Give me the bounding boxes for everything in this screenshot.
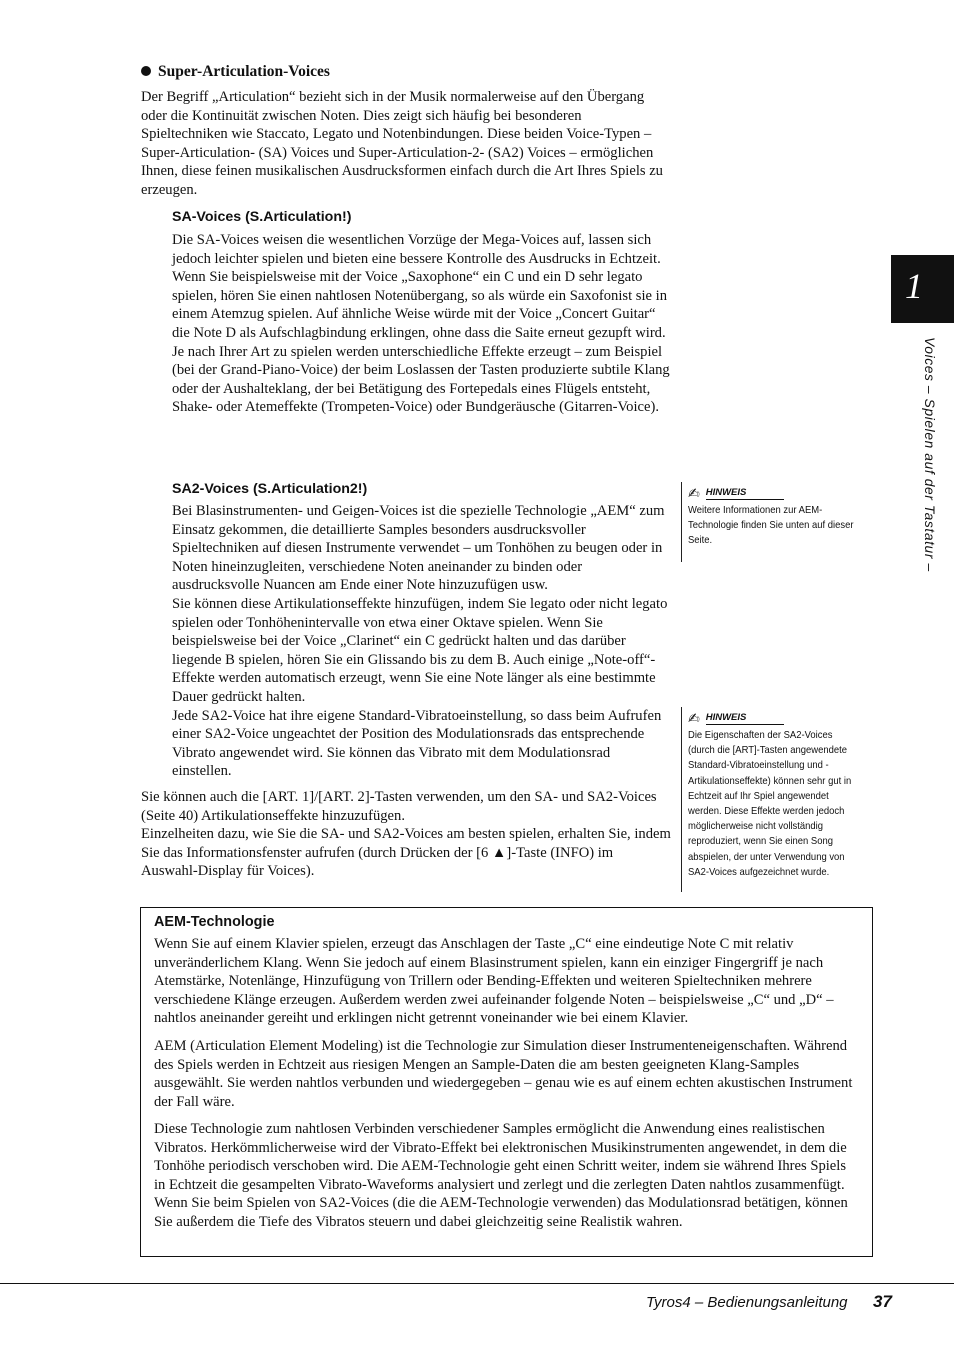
info-window-paragraph: Einzelheiten dazu, wie Sie die SA- und SA2-Voices am besten spielen, erhalten Sie, indem Sie das Informationsfenster aufrufen (durch Drücken der [6 ▲]-Taste (INFO) im Auswahl-Display für Voices).	[141, 826, 671, 880]
chapter-caption: Voices – Spielen auf der Tastatur –	[922, 337, 937, 572]
sa-voices-body	[172, 231, 672, 417]
chapter-number: 1	[905, 266, 923, 306]
pencil-icon: ✍	[688, 710, 700, 726]
aem-technology-box	[140, 907, 873, 1257]
note-header	[688, 482, 870, 500]
aem-paragraph-3: Diese Technologie zum nahtlosen Verbinden verschiedener Samples ermöglicht die Anwendung eines realistischen Vibratos. Herkömmlicherweise wird der Vibrato-Effekt bei elektronischen Musikinstrumenten angewendet, in dem die Tonhöhe periodisch verschoben wird. Die AEM-Technologie geht einen Schritt weiter, indem sie während Ihres Spiels in Echtzeit die gesampelten Vibrato-Waveforms analysiert und zerlegt und die zerlegten Daten nahtlos zusammenfügt. Wenn Sie beim Spielen von SA2-Voices (die die AEM-Technologie verwenden) das Modulationsrad betätigen, können Sie außerdem die Tiefe des Vibratos steuern und dabei gleichzeitig seine Realistik wahren.	[154, 1121, 848, 1230]
section-heading-text: Super-Articulation-Voices	[158, 63, 330, 80]
note-header	[688, 707, 870, 725]
note-label: HINWEIS	[706, 712, 784, 725]
footer-divider	[0, 1283, 954, 1284]
sa2-voices-body	[172, 502, 672, 781]
chapter-tab	[891, 255, 954, 323]
aem-paragraph-2: AEM (Articulation Element Modeling) ist die Technologie zur Simulation dieser Instrumenteneigenschaften. Während des Spiels werden in Echtzeit aus riesigen Mengen an Sample-Daten die am besten geeigneten Klang-Samples ausgewählt. Sie werden nahtlos verbunden und wiedergegeben – genau wie es auf einem echten akustischen Instrument der Fall wäre.	[154, 1038, 853, 1110]
sa-paragraph-3: Je nach Ihrer Art zu spielen werden unterschiedliche Effekte erzeugt – zum Beispiel (bei der Grand-Piano-Voice) der beim Loslassen der Tasten produzierte subtile Klang oder der Aushalteklang, der bei Betätigung des Fortepedals eines Flügels entsteht, Shake- oder Atemeffekte (Trompeten-Voice) oder Bundgeräusche (Gitarren-Voice).	[172, 343, 670, 416]
intro-paragraph: Der Begriff „Articulation“ bezieht sich in der Musik normalerweise auf den Übergang oder die Kontinuität zwischen Noten. Dies zeigt sich häufig bei besonderen Spieltechniken wie Staccato, Legato und Notenbindungen. Diese beiden Voice-Typen – Super-Articulation- (SA) Voices und Super-Articulation-2- (SA2) Voices – ermöglichen Ihnen, diese feinen musikalischen Ausdrucksformen einfach durch die Art Ihres Spiels zu erzeugen.	[141, 89, 663, 198]
sa-paragraph-2: Wenn Sie beispielsweise mit der Voice „Saxophone“ ein C und ein D sehr legato spielen, hören Sie einen nahtlosen Notenübergang, so als würde ein Saxofonist sie in einem Atemzug spielen. Auf ähnliche Weise würde mit der Voice „Concert Guitar“ die Note D als Aufschlagbindung erklingen, ohne dass die Saite erneut gezupft wird.	[172, 269, 668, 341]
aem-title: AEM-Technologie	[154, 914, 275, 930]
sa2-voices-heading: SA2-Voices (S.Articulation2!)	[172, 481, 368, 497]
closing-paragraphs	[141, 788, 671, 881]
sa2-paragraph-1: Bei Blasinstrumenten- und Geigen-Voices ist die spezielle Technologie „AEM“ zum Einsatz gekommen, die detaillierte Samples besonders ausdrucksvoller Spieltechniken auf diesen Instrumente verwendet – um Tonhöhen zu beugen oder in Noten hineinzugleiten, verschiedene Noten aneinander zu binden oder ausdrucksvolle Nuancen am Ende einer Note hinzuzufügen usw.	[172, 503, 665, 594]
page-number: 37	[873, 1292, 892, 1311]
sa-paragraph-1: Die SA-Voices weisen die wesentlichen Vorzüge der Mega-Voices auf, lassen sich jedoch leichter spielen und bieten eine bessere Kontrolle des Ausdrucks in Echtzeit.	[172, 232, 661, 267]
note-box	[681, 482, 870, 562]
footer-manual-title: Tyros4 – Bedienungsanleitung	[646, 1294, 848, 1311]
section-heading	[141, 63, 330, 81]
bullet-icon	[141, 66, 151, 76]
art-buttons-paragraph: Sie können auch die [ART. 1]/[ART. 2]-Tasten verwenden, um den SA- und SA2-Voices (Seite 40) Artikulationseffekte hinzuzufügen.	[141, 789, 657, 824]
sa2-paragraph-3: Jede SA2-Voice hat ihre eigene Standard-Vibratoeinstellung, so dass beim Aufrufen einer SA2-Voice ungeachtet der Position des Modulationsrads das entsprechende Vibrato angewendet wird. Sie können das Vibrato mit dem Modulationsrad einstellen.	[172, 707, 662, 780]
note-box	[681, 707, 870, 892]
sa-voices-heading: SA-Voices (S.Articulation!)	[172, 209, 352, 225]
aem-paragraph-1: Wenn Sie auf einem Klavier spielen, erzeugt das Anschlagen der Taste „C“ eine eindeutige Note C mit relativ unveränderlichem Klang. Wenn Sie jedoch auf einem Blasinstrument spielen, kann ein einziger Fingergriff je nach Atemstärke, Notenlänge, Hinzufügung von Trillern oder Bending-Effekten und weiteren Spieltechniken mehrere verschiedene Klänge erzeugen. Außerdem werden zwei aufeinander folgende Noten – beispielsweise „C“ und „D“ – nahtlos aneinander gereiht und erklingen nicht getrennt voneinander wie bei einem Klavier.	[154, 936, 834, 1027]
note-text: Die Eigenschaften der SA2-Voices (durch die [ART]-Tasten angewendete Standard-Vibratoeinstellung und -Artikulationseffekte) können sehr gut in Echtzeit auf Ihr Spiel angewendet werden. Diese Effekte werden jedoch möglicherweise nicht vollständig reproduziert, wenn Sie einen Song abspielen, der unter Verwendung von SA2-Voices aufgezeichnet wurde.	[688, 729, 852, 878]
note-label: HINWEIS	[706, 487, 784, 500]
note-text: Weitere Informationen zur AEM-Technologie finden Sie unten auf dieser Seite.	[688, 504, 854, 547]
sa2-paragraph-2: Sie können diese Artikulationseffekte hinzufügen, indem Sie legato oder nicht legato spielen oder Tonhöhenintervalle von etwa einer Oktave spielen. Wenn Sie beispielsweise bei der Voice „Clarinet“ ein C gedrückt halten und das darüber liegende B spielen, hören Sie ein Glissando bis zu dem B. Auch einige „Note-off“-Effekte werden automatisch erzeugt, wenn Sie eine Note länger als eine bestimmte Dauer gedrückt halten.	[172, 595, 668, 705]
pencil-icon: ✍	[688, 485, 700, 501]
